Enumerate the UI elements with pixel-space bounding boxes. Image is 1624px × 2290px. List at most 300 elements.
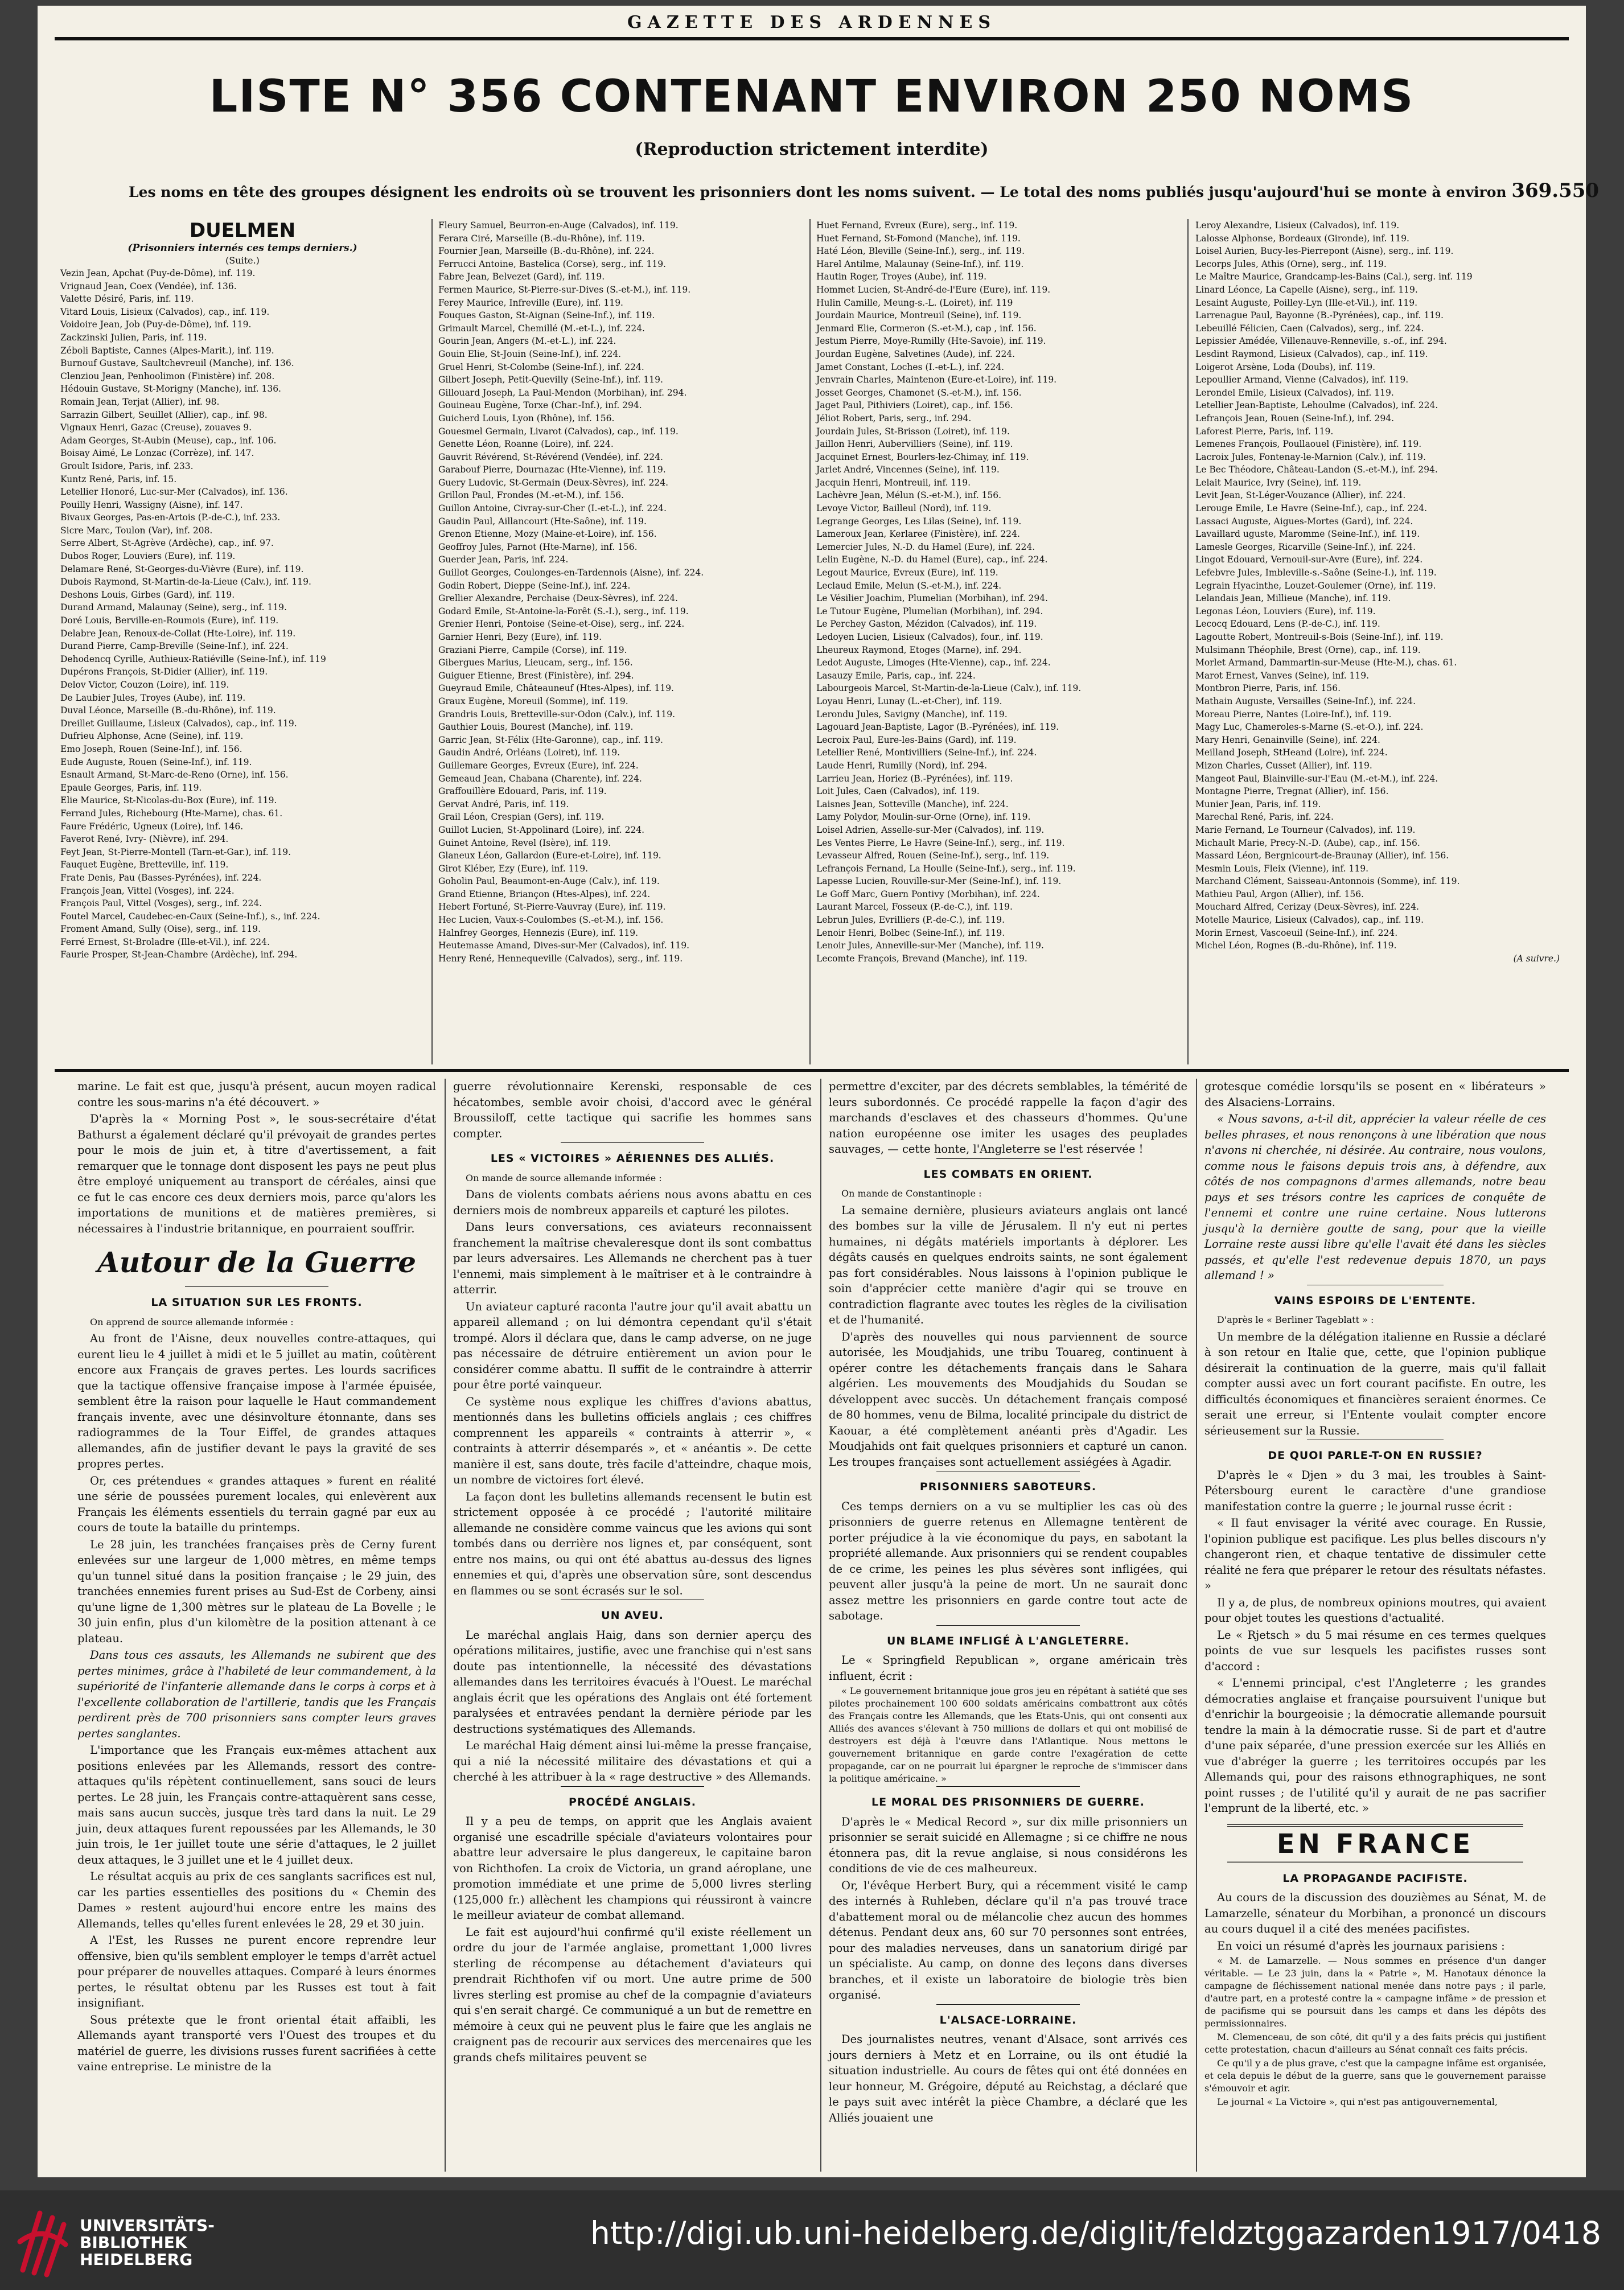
footer-bar: [0, 2190, 1624, 2290]
prisoner-entry: Michault Marie, Precy-N.-D. (Aube), cap., inf. 156.: [1195, 837, 1420, 848]
prisoner-entry: Larrieu Jean, Horiez (B.-Pyrénées), inf. 119.: [816, 773, 1013, 784]
prisoner-entry: François Jean, Vittel (Vosges), inf. 224.: [60, 885, 235, 896]
prisoner-entry: Feyt Jean, St-Pierre-Montell (Tarn-et-Gar.), inf. 119.: [60, 846, 291, 857]
heading: LES COMBATS EN ORIENT.: [923, 1167, 1093, 1181]
paragraph: A l'Est, les Russes ne purent encore reprendre leur offensive, bien qu'ils semblent employer le temps d'arrêt actuel pour préparer de nouvelles attaques. Comparé à leurs énormes pertes, le résultat obtenu par les Russes est tout à fait insignifiant.: [77, 1934, 436, 2009]
prisoner-entry: Laurant Marcel, Fosseux (P.-de-C.), inf. 119.: [816, 902, 1013, 912]
paragraph: Au front de l'Aisne, deux nouvelles contre-attaques, qui eurent lieu le 4 juillet à midi et le 5 juillet au matin, coûtèrent encore aux Français de graves pertes. Les lourds sacrifices que la tactique offensive française impose à l'armée épuisée, semblent être la raison pour laquelle le Haut commandement français invente, avec une désinvolture étonnante, dans ses radiogrammes de la Tour Eiffel, de grandes attaques allemandes, afin de justifier devant le pays la gravité de ses propres pertes.: [77, 1332, 436, 1470]
paragraph: grotesque comédie lorsqu'ils se posent en « libérateurs » des Alsaciens-Lorrains.: [1204, 1080, 1546, 1109]
masthead-rule: [55, 37, 1569, 40]
prisoner-entry: Laforest Pierre, Paris, inf. 119.: [1195, 426, 1334, 437]
prisoner-entry: Garric Jean, St-Félix (Hte-Garonne), cap., inf. 119.: [438, 734, 663, 745]
prisoner-entry: Lesdint Raymond, Lisieux (Calvados), cap., inf. 119.: [1195, 348, 1428, 359]
prisoner-entry: Emo Joseph, Rouen (Seine-Inf.), inf. 156.: [60, 743, 242, 754]
heading: LES « VICTOIRES » AÉRIENNES DES ALLIÉS.: [490, 1152, 775, 1165]
prisoner-entry: Gilbert Joseph, Petit-Quevilly (Seine-Inf.), inf. 119.: [438, 375, 663, 385]
quotation: M. Clemenceau, de son côté, dit qu'il y a des faits précis qui justifient cette protestation, chacun d'ailleurs au Sénat connaît ces faits précis.: [1204, 2032, 1546, 2055]
quotation: « Il faut envisager la vérité avec courage. En Russie, l'opinion publique est pacifique. Les plus belles discours n'y changeront rien, et chaque tentative de dissimuler cette réalité ne fera que préparer le retour des résultats néfastes. »: [1204, 1516, 1546, 1592]
prisoner-entry: Lefrançois Fernand, La Houlle (Seine-Inf.), serg., inf. 119.: [816, 863, 1076, 874]
prisoner-entry: Leclaud Emile, Melun (S.-et-M.), inf. 224.: [816, 580, 1002, 591]
prisoner-entry: Munier Jean, Paris, inf. 119.: [1195, 799, 1321, 809]
prisoner-entry: Montbron Pierre, Paris, inf. 156.: [1195, 683, 1341, 694]
paragraph: Il y a, de plus, de nombreux opinions moutres, qui avaient pour objet toutes les questions d'actualité.: [1204, 1596, 1546, 1625]
summary-total: 369.550: [1511, 179, 1600, 202]
prisoner-entry: Lalosse Alphonse, Bordeaux (Gironde), inf. 119.: [1195, 233, 1409, 244]
article-column-4: [1204, 1079, 1546, 2172]
column-rule: [820, 1079, 821, 2172]
prisoner-entry: Vezin Jean, Apchat (Puy-de-Dôme), inf. 119.: [60, 268, 256, 278]
prisoner-entry: Guicherd Louis, Lyon (Rhône), inf. 156.: [438, 413, 615, 424]
prisoner-entry: Jenmard Elie, Cormeron (S.-et-M.), cap , inf. 156.: [816, 323, 1037, 334]
paragraph: marine. Le fait est que, jusqu'à présent, aucun moyen radical contre les sous-marins n'a été découvert. »: [77, 1080, 436, 1109]
prisoner-entry: Lenoir Jules, Anneville-sur-Mer (Manche), inf. 119.: [816, 940, 1044, 951]
quotation: « M. de Lamarzelle. — Nous sommes en présence d'un danger véritable. — Le 23 juin, dans la « Patrie », M. Hanotaux dénonce la campagne de fléchissement national menée dans notre pays ; il parle, d'autre part, en a protesté contre la « campagne infâme » de pression et de pacifisme qui se poursuit dans les camps et dans les dépôts des permissionnaires.: [1204, 1955, 1546, 2029]
prisoner-entry: Sarrazin Gilbert, Seuillet (Allier), cap., inf. 98.: [60, 409, 268, 420]
paragraph: Le maréchal Haig dément ainsi lui-même la presse française, qui a nié la nécessité militaire des dévastations et qui a cherché à les attribuer à la « rage destructive » des Allemands.: [453, 1739, 812, 1783]
university-name-line: HEIDELBERG: [80, 2250, 193, 2269]
prisoner-entry: Ferrand Jules, Richebourg (Hte-Marne), chas. 61.: [60, 808, 283, 819]
newspaper-page: [38, 6, 1600, 2177]
prisoner-entry: Fabre Jean, Belvezet (Gard), inf. 119.: [438, 272, 605, 282]
column-rule: [809, 219, 811, 1064]
prisoner-entry: Lecorps Jules, Athis (Orne), serg., inf. 119.: [1195, 258, 1387, 269]
paragraph: Le « Rjetsch » du 5 mai résume en ces termes quelques points de vue sur lesquels les pacifistes russes sont d'accord :: [1204, 1628, 1546, 1673]
source-line: On mande de Constantinople :: [841, 1188, 982, 1199]
prisoner-entry: Marchand Clément, Saisseau-Antonnois (Somme), inf. 119.: [1195, 876, 1460, 887]
heading: LA PROPAGANDE PACIFISTE.: [1282, 1872, 1468, 1885]
prisoner-entry: Hulin Camille, Meung-s.-L. (Loiret), inf. 119: [816, 297, 1013, 308]
subhead: (Reproduction strictement interdite): [635, 139, 989, 159]
prisoner-entry: Morin Ernest, Vascoeuil (Seine-Inf.), inf. 224.: [1195, 927, 1398, 938]
prisoner-entry: Mangeot Paul, Blainville-sur-l'Eau (M.-et-M.), inf. 224.: [1195, 773, 1438, 784]
paragraph: L'importance que les Français eux-mêmes attachent aux positions enlevées par les Allemands, ressort des contre-attaques qu'ils répètent continuellement, sans souci de leurs pertes. Le 28 juin, les Français contre-attaquèrent sans cesse, mais sans aucun succès, jusque très tard dans la nuit. Le 29 juin, deux attaques furent repoussées par les Allemands, le 30 juin trois, le 1er juillet toute une série d'attaques, le 2 juillet deux attaques, le 3 juillet une et le 4 juillet deux.: [77, 1744, 436, 1866]
article-columns: [77, 1079, 1546, 2172]
prisoner-entry: Montagne Pierre, Tregnat (Allier), inf. 156.: [1195, 786, 1389, 797]
heading: PRISONNIERS SABOTEURS.: [919, 1481, 1097, 1493]
prisoner-entry: Letellier René, Montivilliers (Seine-Inf.), inf. 224.: [816, 747, 1037, 758]
paragraph: Le résultat acquis au prix de ces sanglants sacrifices est nul, car les parties essentielles des positions du « Chemin des Dames » restent aujourd'hui encore entre les mains des Allemands, telles qu'elles furent enlevées le 28, 29 et 30 juin.: [77, 1870, 436, 1930]
prisoner-entry: Lacroix Jules, Fontenay-le-Marnion (Calv.), inf. 119.: [1195, 451, 1426, 462]
name-list: [60, 267, 425, 961]
prisoner-entry: Lelait Maurice, Ivry (Seine), inf. 119.: [1195, 477, 1362, 488]
prisoner-entry: Esnault Armand, St-Marc-de-Reno (Orne), inf. 156.: [60, 770, 289, 780]
camp-heading: DUELMEN: [189, 219, 296, 242]
summary-line: [129, 179, 1600, 202]
prisoner-entry: Dreillet Guillaume, Lisieux (Calvados), cap., inf. 119.: [60, 718, 297, 729]
prisoner-entry: Graffouillère Edouard, Paris, inf. 119.: [438, 786, 607, 797]
prisoner-entry: Labourgeois Marcel, St-Martin-de-la-Lieue (Calv.), inf. 119.: [816, 683, 1082, 694]
prisoner-list: [60, 219, 1563, 1064]
list-column-3: [816, 219, 1181, 1064]
prisoner-entry: Grand Etienne, Briançon (Htes-Alpes), inf. 224.: [438, 889, 651, 899]
prisoner-entry: Loisel Adrien, Asselle-sur-Mer (Calvados), inf. 119.: [816, 824, 1045, 835]
prisoner-entry: Jestum Pierre, Moye-Rumilly (Hte-Savoie), inf. 119.: [816, 336, 1046, 347]
prisoner-entry: Guerder Jean, Paris, inf. 224.: [438, 554, 569, 565]
prisoner-entry: Hec Lucien, Vaux-s-Coulombes (S.-et-M.), inf. 156.: [438, 915, 664, 926]
prisoner-entry: Romain Jean, Terjat (Allier), inf. 98.: [60, 396, 220, 407]
prisoner-entry: Lerondu Jules, Savigny (Manche), inf. 119.: [816, 709, 1008, 720]
prisoner-entry: Lerondel Emile, Lisieux (Calvados), inf. 119.: [1195, 387, 1394, 398]
section-title-autour: Autour de la Guerre: [97, 1245, 417, 1279]
prisoner-entry: Jacquin Henri, Montreuil, inf. 119.: [816, 477, 971, 488]
prisoner-entry: Glaneux Léon, Gallardon (Eure-et-Loire), inf. 119.: [438, 850, 661, 861]
prisoner-entry: Graziani Pierre, Campile (Corse), inf. 119.: [438, 644, 627, 655]
prisoner-entry: Delabre Jean, Renoux-de-Collat (Hte-Loire), inf. 119.: [60, 628, 296, 639]
prisoner-entry: Gervat André, Paris, inf. 119.: [438, 799, 569, 809]
prisoner-entry: Graux Eugène, Moreuil (Somme), inf. 119.: [438, 696, 628, 706]
prisoner-entry: Morlet Armand, Dammartin-sur-Meuse (Hte-M.), chas. 61.: [1195, 657, 1457, 668]
prisoner-entry: Pouilly Henri, Wassigny (Aisne), inf. 147.: [60, 499, 243, 510]
prisoner-entry: Burnouf Gustave, Saultchevreuil (Manche), inf. 136.: [60, 358, 294, 369]
prisoner-entry: Gauthier Louis, Bourest (Manche), inf. 119.: [438, 722, 634, 733]
heading: VAINS ESPOIRS DE L'ENTENTE.: [1274, 1294, 1477, 1307]
prisoner-entry: Lerouge Emile, Le Havre (Seine-Inf.), cap., inf. 224.: [1195, 503, 1428, 514]
prisoner-entry: Laude Henri, Rumilly (Nord), inf. 294.: [816, 760, 988, 771]
paragraph: D'après le « Djen » du 3 mai, les troubles à Saint-Pétersbourg eurent le caractère d'une grandiose manifestation contre la guerre ; le journal russe écrit :: [1204, 1468, 1546, 1513]
paragraph: Dans tous ces assauts, les Allemands ne subirent que des pertes minimes, grâce à l'habileté de leur commandement, à la supériorité de l'infanterie allemande dans le corps à corps et à l'excellente collaboration de l'artillerie, tandis que les Français perdirent près de 700 prisonniers sans compter leurs graves pertes sanglantes.: [77, 1648, 436, 1740]
prisoner-entry: Grillon Paul, Frondes (M.-et-M.), inf. 156.: [438, 490, 624, 501]
paragraph: Or, l'évêque Herbert Bury, qui a récemment visité le camp des internés à Ruhleben, déclare qu'il n'a pas trouvé trace d'abattement moral ou de mélancolie chez aucun des hommes détenus. Pendant deux ans, 60 sur 70 personnes sont entrées, pour des maladies nerveuses, dans un sanatorium dirigé par un spécialiste. Au camp, on donne des leçons dans diverses branches, et il existe un laboratoire de biologie très bien organisé.: [829, 1878, 1187, 2001]
prisoner-entry: Adam Georges, St-Aubin (Meuse), cap., inf. 106.: [60, 435, 277, 446]
prisoner-entry: Guery Ludovic, St-Germain (Deux-Sèvres), inf. 224.: [438, 477, 669, 488]
prisoner-entry: Jaillon Henri, Aubervilliers (Seine), inf. 119.: [816, 439, 1013, 450]
prisoner-entry: Bivaux Georges, Pas-en-Artois (P.-de-C.), inf. 233.: [60, 512, 281, 523]
prisoner-entry: Grellier Alexandre, Perchaise (Deux-Sèvres), inf. 224.: [438, 593, 679, 604]
prisoner-entry: Lemenes François, Poullaouel (Finistère), inf. 119.: [1195, 439, 1422, 450]
prisoner-entry: Doré Louis, Berville-en-Roumois (Eure), inf. 119.: [60, 615, 279, 626]
prisoner-entry: Lepissier Amédée, Villenauve-Renneville, s.-of., inf. 294.: [1195, 336, 1447, 347]
prisoner-entry: Halnfrey Georges, Hennezis (Eure), inf. 119.: [438, 927, 639, 938]
prisoner-entry: Laisnes Jean, Sotteville (Manche), inf. 224.: [816, 799, 1009, 809]
article-column-3: [829, 1079, 1187, 2172]
section-title-en-france: EN FRANCE: [1227, 1824, 1523, 1863]
prisoner-entry: Jourdan Eugène, Salvetines (Aude), inf. 224.: [816, 348, 1015, 359]
paragraph: Un aviateur capturé raconta l'autre jour qu'il avait abattu un appareil allemand ; on lui démontra cependant qu'il s'était trompé. Alors il déclara que, dans le camp adverse, on ne juge pas nécessaire de détruire entièrement un avion pour le considérer comme abattu. Il suffit de le contraindre à atterrir pour être porté vainqueur.: [453, 1300, 812, 1391]
prisoner-entry: Grenier Henri, Pontoise (Seine-et-Oise), serg., inf. 224.: [438, 619, 685, 630]
prisoner-entry: Guinet Antoine, Revel (Isère), inf. 119.: [438, 837, 611, 848]
camp-subheading: (Prisonniers internés ces temps derniers.): [128, 242, 357, 254]
prisoner-entry: Gemeaud Jean, Chabana (Charente), inf. 224.: [438, 773, 642, 784]
prisoner-entry: Fauquet Eugène, Bretteville, inf. 119.: [60, 860, 229, 870]
prisoner-entry: Jourdain Jules, St-Brisson (Loiret), inf. 119.: [816, 426, 1010, 437]
prisoner-entry: Ferré Ernest, St-Broladre (Ille-et-Vil.), inf. 224.: [60, 936, 270, 947]
prisoner-entry: Lenoir Henri, Bolbec (Seine-Inf.), inf. 119.: [816, 927, 1005, 938]
quotation: « Le gouvernement britannique joue gros jeu en répétant à satiété que ses pilotes prochainement 100 600 soldats américains combattront aux côtés des Français contre les Allemands, que les Etats-Unis, qui ont consenti aux Alliés des avances s'élevant à 750 millions de dollars et qui ont mobilisé de destroyers est déjà à l'œuvre dans l'Atlantique. Nous mettons le gouvernement britannique en garde contre l'exagération de cette propagande, car on ne pourrait lui épargner le reproche de s'immiscer dans la politique américaine. »: [829, 1685, 1187, 1784]
prisoner-entry: Vignaux Henri, Gazac (Creuse), zouaves 9.: [60, 422, 252, 433]
paragraph: Des journalistes neutres, venant d'Alsace, sont arrivés ces jours derniers à Metz et en Lorraine, ou ils ont étudié la situation industrielle. Au cours de fêtes qui ont été données en leur honneur, M. Grégoire, député au Reichstag, a déclaré que le pays suit avec intérêt la pièce Chambre, a déclaré que les Alliés jouaient une: [829, 2033, 1187, 2124]
prisoner-entry: Eude Auguste, Rouen (Seine-Inf.), inf. 119.: [60, 757, 252, 767]
prisoner-entry: Lefrançois Jean, Rouen (Seine-Inf.), inf. 294.: [1195, 413, 1395, 424]
prisoner-entry: Garnier Henri, Bezy (Eure), inf. 119.: [438, 632, 602, 642]
prisoner-entry: Mizon Charles, Cusset (Allier), inf. 119.: [1195, 760, 1372, 771]
prisoner-entry: Larrenague Paul, Bayonne (B.-Pyrénées), cap., inf. 119.: [1195, 310, 1444, 321]
prisoner-entry: Hédouin Gustave, St-Morigny (Manche), inf. 136.: [60, 384, 281, 394]
prisoner-entry: Hommet Lucien, St-André-de-l'Eure (Eure), inf. 119.: [816, 284, 1051, 295]
paragraph: Le fait est aujourd'hui confirmé qu'il existe réellement un ordre du jour de l'armée anglaise, promettant 1,000 livres sterling de récompense au détachement d'aviateurs qui prendrait Richthofen vif ou mort. Une autre prime de 500 livres sterling est promise au chef de la compagnie d'aviateurs qui s'en serait chargé. Ce communiqué a un but de remettre en mémoire à ceux qui ne peuvent plus le faire que les anglais ne craignent pas de recourir aux services des mercenaires que les grands chefs militaires peuvent se: [453, 1925, 812, 2064]
prisoner-entry: Legrange Georges, Les Lilas (Seine), inf. 119.: [816, 516, 1022, 527]
prisoner-entry: Motelle Maurice, Lisieux (Calvados), cap., inf. 119.: [1195, 915, 1424, 926]
prisoner-entry: Godard Emile, St-Antoine-la-Forêt (S.-I.), serg., inf. 119.: [438, 606, 689, 616]
prisoner-entry: Jaget Paul, Pithiviers (Loiret), cap., inf. 156.: [816, 400, 1013, 411]
prisoner-entry: Gouin Elie, St-Jouin (Seine-Inf.), inf. 224.: [438, 348, 622, 359]
name-list: [438, 219, 803, 965]
column-rule: [445, 1079, 446, 2172]
prisoner-entry: Girot Kléber, Ezy (Eure), inf. 119.: [438, 863, 589, 874]
prisoner-entry: Lasauzy Emile, Paris, cap., inf. 224.: [816, 670, 976, 681]
article-column-2: [453, 1079, 812, 2172]
prisoner-entry: Foutel Marcel, Caudebec-en-Caux (Seine-Inf.), s., inf. 224.: [60, 911, 320, 922]
prisoner-entry: Guillon Antoine, Civray-sur-Cher (I.-et-L.), inf. 224.: [438, 503, 667, 514]
summary-text: Les noms en tête des groupes désignent les endroits où se trouvent les prisonniers dont les noms suivent. — Le total des noms publiés jusqu'aujourd'hui se monte à environ: [129, 184, 1507, 200]
prisoner-entry: Jenvrain Charles, Maintenon (Eure-et-Loire), inf. 119.: [816, 375, 1057, 385]
prisoner-entry: Le Vésilier Joachim, Plumelian (Morbihan), inf. 294.: [816, 593, 1049, 604]
prisoner-entry: Lagouard Jean-Baptiste, Lagor (B.-Pyrénées), inf. 119.: [816, 722, 1059, 733]
paragraph: D'après la « Morning Post », le sous-secrétaire d'état Bathurst a également déclaré qu'il prévoyait de grandes pertes pour le mois de juin et, à titre d'avertissement, a fait remarquer que le tonnage dont disposent les pays ne peut plus être employé uniquement au transport de céréales, ainsi que ce fut le cas encore ces deux derniers mois, parce qu'alors les importations de munitions et de matières premières, si nécessaires à l'industrie britannique, en pourraient souffrir.: [77, 1112, 436, 1235]
university-logo-icon[interactable]: [11, 2202, 74, 2281]
prisoner-entry: Marot Ernest, Vanves (Seine), inf. 119.: [1195, 670, 1370, 681]
prisoner-entry: Lameroux Jean, Kerlaree (Finistère), inf. 224.: [816, 529, 1020, 540]
prisoner-entry: Guiguer Etienne, Brest (Finistère), inf. 294.: [438, 670, 634, 681]
heading-rule: [561, 1142, 704, 1143]
prisoner-entry: Delamare René, St-Georges-du-Vièvre (Eure), inf. 119.: [60, 564, 304, 574]
prisoner-entry: Delov Victor, Couzon (Loire), inf. 119.: [60, 680, 229, 690]
prisoner-entry: Loit Jules, Caen (Calvados), inf. 119.: [816, 786, 980, 797]
prisoner-entry: Guillot Georges, Coulonges-en-Tardennois (Aisne), inf. 224.: [438, 568, 704, 578]
prisoner-entry: Les Ventes Pierre, Le Havre (Seine-Inf.), serg., inf. 119.: [816, 837, 1065, 848]
prisoner-entry: Loisel Aurien, Bucy-les-Pierrepont (Aisne), serg., inf. 119.: [1195, 246, 1454, 257]
prisoner-entry: Loyau Henri, Lunay (L.-et-Cher), inf. 119.: [816, 696, 1002, 706]
prisoner-entry: Elie Maurice, St-Nicolas-du-Box (Eure), inf. 119.: [60, 795, 277, 806]
prisoner-entry: Ferey Maurice, Infreville (Eure), inf. 119.: [438, 297, 623, 308]
prisoner-entry: Durand Pierre, Camp-Breville (Seine-Inf.), inf. 224.: [60, 641, 289, 652]
prisoner-entry: Serre Albert, St-Agrève (Ardèche), cap., inf. 97.: [60, 538, 274, 549]
heading: DE QUOI PARLE-T-ON EN RUSSIE?: [1268, 1449, 1483, 1462]
prisoner-entry: Huet Fernand, Evreux (Eure), serg., inf. 119.: [816, 220, 1018, 231]
prisoner-entry: Massard Léon, Bergnicourt-de-Braunay (Allier), inf. 156.: [1195, 850, 1449, 861]
prisoner-entry: Kuntz René, Paris, inf. 15.: [60, 474, 177, 484]
prisoner-entry: Frate Denis, Pau (Basses-Pyrénées), inf. 224.: [60, 872, 262, 883]
prisoner-entry: Vrignaud Jean, Coex (Vendée), inf. 136.: [60, 281, 237, 291]
column-rule: [1196, 1079, 1197, 2172]
prisoner-entry: Lecroix Paul, Eure-les-Bains (Gard), inf. 119.: [816, 734, 1017, 745]
paragraph: D'après le « Medical Record », sur dix mille prisonniers un prisonnier se serait suicidé en Allemagne ; si ce chiffre ne nous étonnera pas, dit la revue anglaise, si nous considérons les conditions de vie de ces malheureux.: [829, 1815, 1187, 1875]
prisoner-entry: Mathieu Paul, Argon (Allier), inf. 156.: [1195, 889, 1364, 899]
prisoner-entry: Marie Fernand, Le Tourneur (Calvados), inf. 119.: [1195, 824, 1416, 835]
prisoner-entry: Lamesle Georges, Ricarville (Seine-Inf.), inf. 224.: [1195, 541, 1416, 552]
source-line: On apprend de source allemande informée :: [90, 1316, 294, 1327]
paragraph: Le 28 juin, les tranchées françaises près de Cerny furent enlevées sur une largeur de 1,000 mètres, en même temps qu'un tunnel situé dans la position française ; le 29 juin, des tranchées ennemies furent prises au Sud-Est de Corbeny, ainsi qu'une ligne de 1,300 mètres sur le plateau de La Bovelle ; le 30 juin enfin, plus d'un kilomètre de la position attenant à ce plateau.: [77, 1537, 436, 1645]
prisoner-entry: Grenon Etienne, Mozy (Maine-et-Loire), inf. 156.: [438, 529, 657, 540]
prisoner-entry: Fournier Jean, Marseille (B.-du-Rhône), inf. 224.: [438, 246, 655, 257]
prisoner-entry: Levit Jean, St-Léger-Vouzance (Allier), inf. 224.: [1195, 490, 1406, 501]
prisoner-entry: Letellier Jean-Baptiste, Lehoulme (Calvados), inf. 224.: [1195, 400, 1438, 411]
source-line: On mande de source allemande informée :: [466, 1172, 662, 1183]
prisoner-entry: Fleury Samuel, Beurron-en-Auge (Calvados), inf. 119.: [438, 220, 679, 231]
prisoner-entry: Godin Robert, Dieppe (Seine-Inf.), inf. 224.: [438, 580, 631, 591]
prisoner-entry: Le Maître Maurice, Grandcamp-les-Bains (Cal.), serg. inf. 119: [1195, 272, 1473, 282]
prisoner-entry: Dufrieu Alphonse, Acne (Seine), inf. 119.: [60, 731, 244, 742]
prisoner-entry: Jamet Constant, Loches (I.-et-L.), inf. 224.: [816, 361, 1005, 372]
prisoner-entry: Grandris Louis, Bretteville-sur-Odon (Calv.), inf. 119.: [438, 709, 675, 720]
prisoner-entry: Lemercier Jules, N.-D. du Hamel (Eure), inf. 224.: [816, 541, 1035, 552]
university-name[interactable]: [80, 2217, 215, 2268]
prisoner-entry: Lelandais Jean, Millieue (Manche), inf. 119.: [1195, 593, 1391, 604]
prisoner-entry: Sicre Marc, Toulon (Var), inf. 208.: [60, 525, 213, 536]
prisoner-entry: Dehodencq Cyrille, Authieux-Ratiéville (Seine-Inf.), inf. 119: [60, 653, 326, 664]
prisoner-entry: Lepoullier Armand, Vienne (Calvados), inf. 119.: [1195, 375, 1409, 385]
prisoner-entry: Hebert Fortuné, St-Pierre-Vauvray (Eure), inf. 119.: [438, 902, 666, 912]
prisoner-entry: Lebrun Jules, Evrilliers (P.-de-C.), inf. 119.: [816, 915, 1005, 926]
prisoner-entry: Durand Armand, Malaunay (Seine), serg., inf. 119.: [60, 602, 287, 613]
prisoner-entry: Letellier Honoré, Luc-sur-Mer (Calvados), inf. 136.: [60, 487, 288, 498]
list-column-1: [60, 219, 425, 1064]
quotation: « Nous savons, a-t-il dit, apprécier la valeur réelle de ces belles phrases, et nous renonçons à une libération que nous n'avons ni cherchée, ni désirée. Au contraire, nous voulons, comme nous le faisons depuis trois ans, à défendre, aux côtés de nos compagnons d'armes allemands, notre beau pays et ses trésors contre les caprices de conquête de l'ennemi et contre une ruine certaine. Nous lutterons jusqu'à la dernière goutte de sang, pour que la vieille Lorraine reste aussi libre qu'elle l'avait été dans les siècles passés, et qu'elle l'est redevenue depuis 1870, un pays allemand ! »: [1204, 1112, 1546, 1282]
heading-rule: [936, 2004, 1080, 2005]
paragraph: La semaine dernière, plusieurs aviateurs anglais ont lancé des bombes sur la ville de Jérusalem. Il n'y eut ni pertes humaines, ni dégâts matériels importants à déplorer. Les dégâts causés en quelques endroits saints, ne sont également pas fort considérables. Nous laissons à l'opinion publique le soin d'apprécier cette manière d'agir qui se trouve en contradiction flagrante avec toutes les règles de la civilisation et de l'humanité.: [829, 1203, 1187, 1326]
name-list: [1195, 219, 1560, 952]
list-column-4: [1195, 219, 1560, 1064]
prisoner-entry: Voidoire Jean, Job (Puy-de-Dôme), inf. 119.: [60, 319, 252, 330]
prisoner-entry: De Laubier Jules, Troyes (Aube), inf. 119.: [60, 692, 246, 703]
paragraph: Il y a peu de temps, on apprit que les Anglais avaient organisé une escadrille spéciale d'aviateurs volontaires pour abattre leur adversaire le plus dangereux, le capitaine baron von Richthofen. La croix de Victoria, un grand aéroplane, une promotion immédiate et une prime de 5,000 livres sterling (125,000 fr.) allèchent les champions qui réussiront à vaincre le meilleur aviateur de combat allemand.: [453, 1815, 812, 1922]
prisoner-entry: Meilland Joseph, StHeand (Loire), inf. 224.: [1195, 747, 1388, 758]
prisoner-entry: Legonas Léon, Louviers (Eure), inf. 119.: [1195, 606, 1376, 616]
university-name-line: UNIVERSITÄTS-: [80, 2216, 215, 2235]
prisoner-entry: Lassaci Auguste, Aigues-Mortes (Gard), inf. 224.: [1195, 516, 1413, 527]
prisoner-entry: Faverot René, Ivry- (Nièvre), inf. 294.: [60, 834, 229, 845]
prisoner-entry: Ferara Ciré, Marseille (B.-du-Rhône), inf. 119.: [438, 233, 645, 244]
source-url-link[interactable]: http://digi.ub.uni-heidelberg.de/diglit/feldztggazarden1917/0418: [590, 2215, 1601, 2251]
prisoner-entry: Heutemasse Amand, Dives-sur-Mer (Calvados), inf. 119.: [438, 940, 690, 951]
list-column-2: [438, 219, 803, 1064]
heading: L'ALSACE-LORRAINE.: [939, 2013, 1077, 2026]
prisoner-entry: Fermen Maurice, St-Pierre-sur-Dives (S.-et-M.), inf. 119.: [438, 284, 691, 295]
prisoner-entry: Mathain Auguste, Versailles (Seine-Inf.), inf. 224.: [1195, 696, 1416, 706]
heading-rule: [936, 1625, 1080, 1626]
heading-rule: [561, 1786, 704, 1787]
paragraph: guerre révolutionnaire Kerenski, responsable de ces hécatombes, semble avoir choisi, d'accord avec le général Broussiloff, cette tactique qui sacrifie les hommes sans compter.: [453, 1080, 812, 1140]
prisoner-entry: Gibergues Marius, Lieucam, serg., inf. 156.: [438, 657, 633, 668]
prisoner-entry: Guillemare Georges, Evreux (Eure), inf. 224.: [438, 760, 639, 771]
prisoner-entry: Zéboli Baptiste, Cannes (Alpes-Marit.), inf. 119.: [60, 345, 274, 356]
prisoner-entry: Loigerot Arsène, Loda (Doubs), inf. 119.: [1195, 361, 1376, 372]
prisoner-entry: Lingot Edouard, Vernouil-sur-Avre (Eure), inf. 224.: [1195, 554, 1423, 565]
prisoner-entry: Levoye Victor, Bailleul (Nord), inf. 119.: [816, 503, 992, 514]
prisoner-entry: Jourdain Maurice, Montreuil (Seine), inf. 119.: [816, 310, 1022, 321]
article-column-1: [77, 1079, 436, 2172]
prisoner-entry: Goholin Paul, Beaumont-en-Auge (Calv.), inf. 119.: [438, 876, 660, 887]
prisoner-entry: Lelin Eugène, N.-D. du Hamel (Eure), cap., inf. 224.: [816, 554, 1048, 565]
prisoner-entry: Gaudin André, Orléans (Loiret), inf. 119.: [438, 747, 620, 758]
prisoner-entry: Lebeuillé Félicien, Caen (Calvados), serg., inf. 224.: [1195, 323, 1424, 334]
name-list: [816, 219, 1181, 965]
camp-suite: (Suite.): [225, 255, 260, 266]
prisoner-entry: Gauvrit Révérend, St-Révérend (Vendée), inf. 224.: [438, 451, 663, 462]
prisoner-entry: Le Tutour Eugène, Plumelian (Morbihan), inf. 294.: [816, 606, 1043, 616]
prisoner-entry: Dubos Roger, Louviers (Eure), inf. 119.: [60, 551, 236, 562]
prisoner-entry: Moreau Pierre, Nantes (Loire-Inf.), inf. 119.: [1195, 709, 1392, 720]
paragraph: Le « Springfield Republican », organe américain très influent, écrit :: [829, 1654, 1187, 1683]
prisoner-entry: Mary Henri, Genainville (Seine), inf. 224.: [1195, 734, 1380, 745]
prisoner-entry: Groult Isidore, Paris, inf. 233.: [60, 461, 194, 471]
headline: LISTE N° 356 CONTENANT ENVIRON 250 NOMS: [209, 71, 1415, 122]
prisoner-entry: Lefebvre Jules, Imbleville-s.-Saône (Seine-I.), inf. 119.: [1195, 568, 1437, 578]
paragraph: Ce système nous explique les chiffres d'avions abattus, mentionnés dans les bulletins officiels anglais ; ces chiffres comprennent les appareils « contraints à atterrir », « contraints à atterrir désemparés », et « anéantis ». De cette manière il est, sans doute, très facile d'atteindre, chaque mois, un nombre de victoires fort élevé.: [453, 1395, 812, 1486]
heading: PROCÉDÉ ANGLAIS.: [569, 1795, 696, 1808]
prisoner-entry: Zackzinski Julien, Paris, inf. 119.: [60, 332, 207, 343]
heading: LE MORAL DES PRISONNIERS DE GUERRE.: [871, 1796, 1145, 1808]
prisoner-entry: Gruel Henri, St-Colombe (Seine-Inf.), inf. 224.: [438, 361, 644, 372]
prisoner-entry: Lagoutte Robert, Montreuil-s-Bois (Seine-Inf.), inf. 119.: [1195, 632, 1444, 642]
masthead: GAZETTE DES ARDENNES: [627, 13, 996, 32]
prisoner-entry: Ledoyen Lucien, Lisieux (Calvados), four., inf. 119.: [816, 632, 1043, 642]
prisoner-entry: Lapesse Lucien, Rouville-sur-Mer (Seine-Inf.), inf. 119.: [816, 876, 1062, 887]
prisoner-entry: Magy Luc, Chameroles-s-Marne (S.-et-O.), inf. 224.: [1195, 722, 1424, 733]
prisoner-entry: Dupérons François, St-Didier (Allier), inf. 119.: [60, 667, 268, 677]
column-rule: [1187, 219, 1189, 1064]
university-name-line: BIBLIOTHEK: [80, 2233, 187, 2252]
prisoner-entry: Marechal René, Paris, inf. 224.: [1195, 812, 1334, 823]
prisoner-entry: Harel Antilme, Malaunay (Seine-Inf.), inf. 119.: [816, 258, 1024, 269]
prisoner-entry: Hautin Roger, Troyes (Aube), inf. 119.: [816, 272, 987, 282]
prisoner-entry: Levasseur Alfred, Rouen (Seine-Inf.), serg., inf. 119.: [816, 850, 1050, 861]
prisoner-entry: Legrain Hyacinthe, Louzet-Goulemer (Orne), inf. 119.: [1195, 580, 1436, 591]
prisoner-entry: Deshons Louis, Girbes (Gard), inf. 119.: [60, 589, 235, 600]
prisoner-entry: Gueyraud Emile, Châteauneuf (Htes-Alpes), inf. 119.: [438, 683, 674, 694]
heading: LA SITUATION SUR LES FRONTS.: [151, 1296, 363, 1309]
paragraph: La façon dont les bulletins allemands recensent le butin est strictement opposée à ce procédé ; l'autorité militaire allemande ne considère comme vaincus que les avions qui sont tombés dans ou derrière nos lignes et, par conséquent, sont entre nos mains, ou qui ont été abattus au-dessus des lignes ennemies et qui, d'après une observation sûre, sont descendus en flammes ou se sont écrasés sur le sol.: [453, 1490, 812, 1597]
prisoner-entry: Jarlet André, Vincennes (Seine), inf. 119.: [816, 464, 1000, 475]
prisoner-entry: Lavaillard uguste, Maromme (Seine-Inf.), inf. 119.: [1195, 529, 1420, 540]
prisoner-entry: Gaudin Paul, Aillancourt (Hte-Saône), inf. 119.: [438, 516, 647, 527]
prisoner-entry: Grail Léon, Crespian (Gers), inf. 119.: [438, 812, 605, 823]
prisoner-entry: Henry René, Hennequeville (Calvados), serg., inf. 119.: [438, 953, 683, 964]
quotation: Le journal « La Victoire », qui n'est pas antigouvernemental,: [1217, 2096, 1498, 2107]
prisoner-entry: Clenziou Jean, Penhoolimon (Finistère) inf. 208.: [60, 371, 275, 381]
paragraph: En voici un résumé d'après les journaux parisiens :: [1217, 1939, 1505, 1952]
prisoner-entry: Le Perchey Gaston, Mézidon (Calvados), inf. 119.: [816, 619, 1037, 630]
prisoner-entry: Ledot Auguste, Limoges (Hte-Vienne), cap., inf. 224.: [816, 657, 1051, 668]
prisoner-entry: Linard Léonce, La Capelle (Aisne), serg., inf. 119.: [1195, 284, 1418, 295]
heading-rule: [936, 1158, 1080, 1159]
prisoner-entry: Valette Désiré, Paris, inf. 119.: [60, 294, 194, 305]
prisoner-entry: Epaule Georges, Paris, inf. 119.: [60, 782, 202, 793]
heading-rule: [936, 1786, 1080, 1787]
prisoner-entry: Gouesmel Germain, Livarot (Calvados), cap., inf. 119.: [438, 426, 679, 437]
prisoner-entry: Haté Léon, Bleville (Seine-Inf.), serg., inf. 119.: [816, 246, 1025, 257]
prisoner-entry: Faure Frédéric, Ugneux (Loire), inf. 146.: [60, 821, 244, 832]
paragraph: Or, ces prétendues « grandes attaques » furent en réalité une série de poussées purement locales, qui enlevèrent aux Français les éléments essentiels du terrain gagné par eux au cours de toute la bataille du printemps.: [77, 1474, 436, 1534]
prisoner-entry: Fouques Gaston, St-Aignan (Seine-Inf.), inf. 119.: [438, 310, 655, 321]
heading-rule: [185, 1286, 328, 1287]
prisoner-entry: Huet Fernand, St-Fomond (Manche), inf. 119.: [816, 233, 1021, 244]
prisoner-entry: Josset Georges, Chamonet (S.-et-M.), inf. 156.: [816, 387, 1022, 398]
prisoner-entry: Lesaint Auguste, Poilley-Lyn (Ille-et-Vil.), inf. 119.: [1195, 297, 1418, 308]
prisoner-entry: Lachèvre Jean, Mélun (S.-et-M.), inf. 156.: [816, 490, 1002, 501]
source-line: D'après le « Berliner Tageblatt » :: [1217, 1314, 1374, 1325]
prisoner-entry: Geoffroy Jules, Parnot (Hte-Marne), inf. 156.: [438, 541, 638, 552]
prisoner-entry: Mouchard Alfred, Cerizay (Deux-Sèvres), inf. 224.: [1195, 902, 1419, 912]
prisoner-entry: Jéliot Robert, Paris, serg., inf. 294.: [816, 413, 972, 424]
prisoner-entry: Lecocq Edouard, Lens (P.-de-C.), inf. 119.: [1195, 619, 1380, 630]
prisoner-entry: Duval Léonce, Marseille (B.-du-Rhône), inf. 119.: [60, 705, 276, 716]
prisoner-entry: Legout Maurice, Evreux (Eure), inf. 119.: [816, 568, 998, 578]
prisoner-entry: Ferrucci Antoine, Bastelica (Corse), serg., inf. 119.: [438, 258, 666, 269]
a-suivre: (A suivre.): [1513, 953, 1560, 964]
paragraph: Un membre de la délégation italienne en Russie a déclaré à son retour en Italie que, cette, que l'opinion publique désirerait la continuation de la guerre, mais qu'il fallait compter aussi avec un fort courant pacifiste. En outre, les difficultés économiques et financières seraient énormes. Ce serait une erreur, si l'Entente voulait compter encore sérieusement sur la Russie.: [1204, 1330, 1546, 1437]
prisoner-entry: Gourin Jean, Angers (M.-et-L.), inf. 224.: [438, 336, 616, 347]
prisoner-entry: Le Goff Marc, Guern Pontivy (Morbihan), inf. 224.: [816, 889, 1040, 899]
